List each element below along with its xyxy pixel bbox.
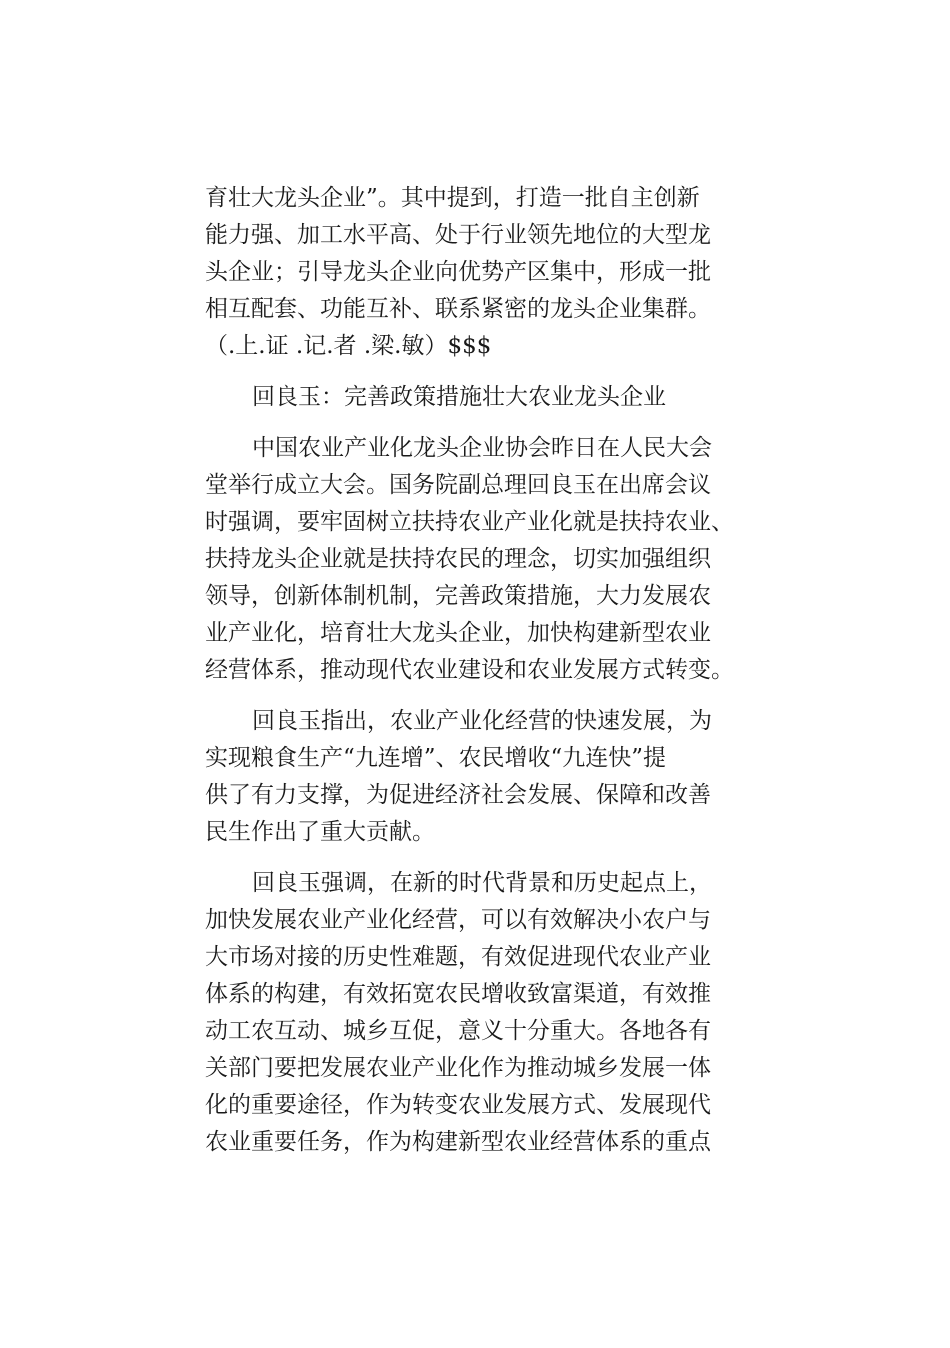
text-line: 民生作出了重大贡献。 <box>205 819 435 845</box>
document-page <box>205 180 735 1161</box>
text-line: 头企业；引导龙头企业向优势产区集中，形成一批 <box>205 259 711 285</box>
text-line: 供了有力支撑，为促进经济社会发展、保障和改善 <box>205 782 711 808</box>
text-line: 领导，创新体制机制，完善政策措施，大力发展农 <box>205 583 711 609</box>
text-line: 实现粮食生产“九连增”、农民增收“九连快”提 <box>205 745 667 771</box>
text-line: 农业重要任务，作为构建新型农业经营体系的重点 <box>205 1129 711 1155</box>
heading-line: 回良玉：完善政策措施壮大农业龙头企业 <box>252 384 666 410</box>
text-line: 时强调，要牢固树立扶持农业产业化就是扶持农业、 <box>205 509 734 535</box>
text-line: 大市场对接的历史性难题，有效促进现代农业产业 <box>205 944 711 970</box>
text-line: 能力强、加工水平高、处于行业领先地位的大型龙 <box>205 222 711 248</box>
paragraph-gap <box>205 689 735 703</box>
paragraph <box>205 430 735 689</box>
text-line: 体系的构建，有效拓宽农民增收致富渠道，有效推 <box>205 981 711 1007</box>
text-line: 回良玉强调，在新的时代背景和历史起点上， <box>252 870 712 896</box>
paragraph-gap <box>205 416 735 430</box>
paragraph-gap <box>205 365 735 379</box>
text-line: 动工农互动、城乡互促，意义十分重大。各地各有 <box>205 1018 711 1044</box>
text-line: 育壮大龙头企业”。其中提到，打造一批自主创新 <box>205 185 700 211</box>
text-line: 堂举行成立大会。国务院副总理回良玉在出席会议 <box>205 472 711 498</box>
text-line: 经营体系，推动现代农业建设和农业发展方式转变。 <box>205 657 734 683</box>
byline: （.上.证 .记.者 .梁.敏）$$$ <box>205 333 492 359</box>
text-line: 中国农业产业化龙头企业协会昨日在人民大会 <box>252 435 712 461</box>
text-line: 加快发展农业产业化经营，可以有效解决小农户与 <box>205 907 711 933</box>
text-line: 关部门要把发展农业产业化作为推动城乡发展一体 <box>205 1055 711 1081</box>
paragraph <box>205 865 735 1161</box>
paragraph-gap <box>205 851 735 865</box>
text-line: 回良玉指出，农业产业化经营的快速发展，为 <box>252 708 712 734</box>
text-line: 业产业化，培育壮大龙头企业，加快构建新型农业 <box>205 620 711 646</box>
paragraph <box>205 703 735 851</box>
text-line: 扶持龙头企业就是扶持农民的理念，切实加强组织 <box>205 546 711 572</box>
text-line: 化的重要途径，作为转变农业发展方式、发展现代 <box>205 1092 711 1118</box>
article-heading <box>205 379 735 416</box>
text-line: 相互配套、功能互补、联系紧密的龙头企业集群。 <box>205 296 711 322</box>
paragraph-continuation <box>205 180 735 365</box>
